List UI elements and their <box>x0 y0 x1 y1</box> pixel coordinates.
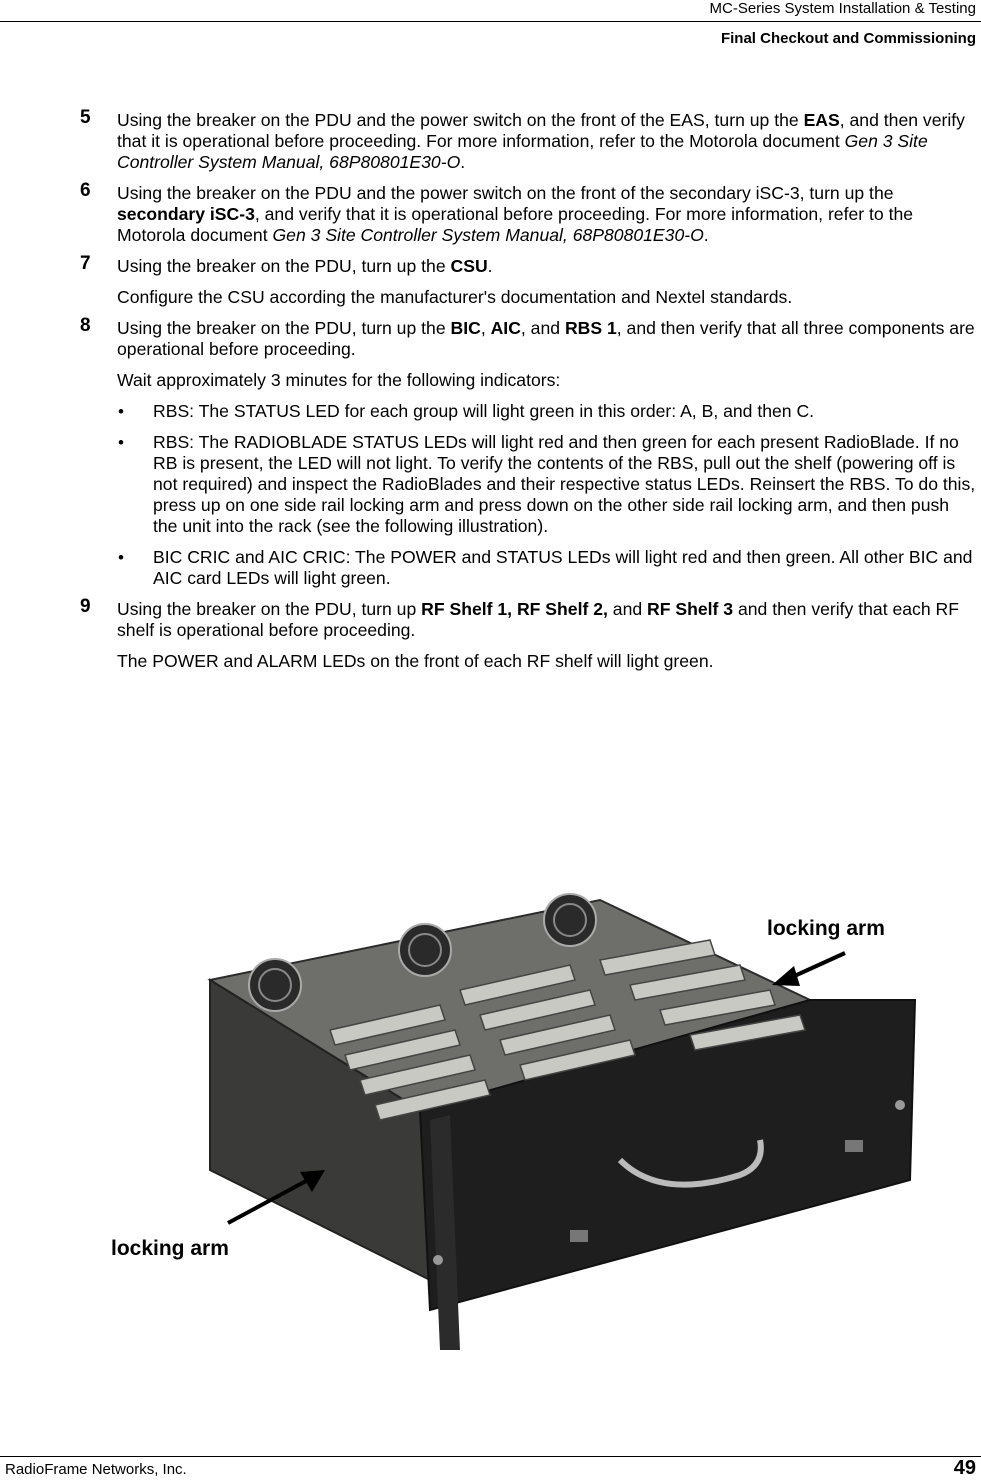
step-8: 8 Using the breaker on the PDU, turn up the BIC, AIC, and RBS 1, and then verify that all three components are operational before proceeding. <box>80 315 975 359</box>
bullet-icon: • <box>118 433 124 452</box>
connector <box>570 1230 588 1242</box>
page-number: 49 <box>953 1457 976 1479</box>
step-9-note: The POWER and ALARM LEDs on the front of each RF shelf will light green. <box>117 651 714 671</box>
arrow-top-head <box>772 966 800 986</box>
footer-rule <box>0 1456 981 1457</box>
step-9: 9 Using the breaker on the PDU, turn up RF Shelf 1, RF Shelf 2, and RF Shelf 3 and then verify that each RF shelf is operational before proceeding. <box>80 596 959 640</box>
fan-icon <box>544 894 596 946</box>
step-7: 7 Using the breaker on the PDU, turn up the CSU. <box>80 253 493 276</box>
locking-arm-label-top: locking arm <box>767 917 885 940</box>
step-8-note: Wait approximately 3 minutes for the following indicators: <box>117 370 561 390</box>
step-6: 6 Using the breaker on the PDU and the power switch on the front of the secondary iSC-3, turn up the secondary iSC-3, and verify that it is operational before proceeding. For more information, refer to the Motorola document Gen 3 Site Controller System Manual, 68P80801E30-O. <box>80 180 914 245</box>
step-5: 5 Using the breaker on the PDU and the power switch on the front of the EAS, turn up the EAS, and then verify that it is operational before proceeding. For more information, refer to the Motorola document Gen 3 Site Controller System Manual, 68P80801E30-O. <box>80 107 965 172</box>
header-rule <box>0 21 981 22</box>
header-title: MC-Series System Installation & Testing <box>709 0 976 17</box>
thumbscrew <box>433 1255 443 1265</box>
step-number: 7 <box>80 253 91 274</box>
page-body <box>80 107 978 682</box>
rbs-shelf-figure <box>100 880 920 1360</box>
list-item: • RBS: The STATUS LED for each group will light green in this order: A, B, and then C. <box>118 401 815 421</box>
list-item: • RBS: The RADIOBLADE STATUS LEDs will light red and then green for each present RadioBlade. If no RB is present, the LED will not light. To verify the contents of the RBS, pull out the shelf (powering off is not required) and inspect the RadioBlades and their respective status LEDs. Reinsert the RBS. To do this, press up on one side rail locking arm and press down on the other side rail locking arm, and then push the unit into the rack (see the following illustration). <box>118 432 976 536</box>
arrow-top <box>790 953 845 978</box>
connector <box>845 1140 863 1152</box>
fan-icon <box>399 924 451 976</box>
footer-company: RadioFrame Networks, Inc. <box>5 1461 187 1478</box>
rbs-shelf-illustration <box>100 880 920 1360</box>
list-item: • BIC CRIC and AIC CRIC: The POWER and STATUS LEDs will light red and then green. All other BIC and AIC card LEDs will light green. <box>118 547 973 588</box>
step-number: 5 <box>80 107 91 128</box>
step-7-note: Configure the CSU according the manufacturer's documentation and Nextel standards. <box>117 287 793 307</box>
fan-icon <box>249 959 301 1011</box>
header-section: Final Checkout and Commissioning <box>720 30 976 47</box>
step-number: 6 <box>80 180 91 201</box>
step-number: 8 <box>80 315 91 336</box>
locking-arm-label-bottom: locking arm <box>111 1237 229 1260</box>
bullet-icon: • <box>118 402 124 421</box>
step-number: 9 <box>80 596 91 617</box>
bullet-icon: • <box>118 548 124 567</box>
thumbscrew <box>895 1100 905 1110</box>
